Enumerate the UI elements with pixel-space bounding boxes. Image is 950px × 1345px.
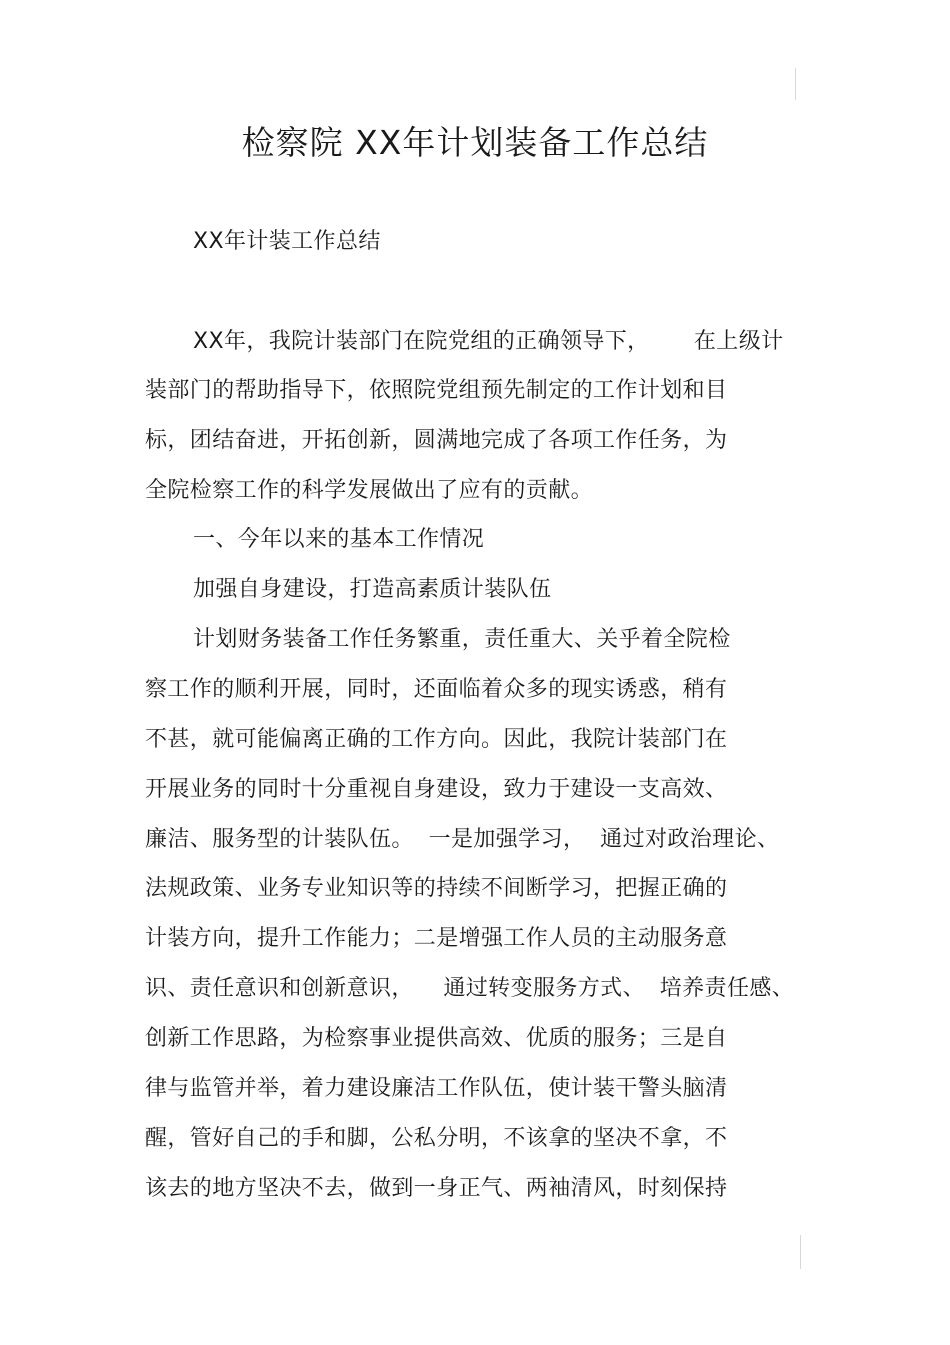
paragraph-line: XX年，我院计装部门在院党组的正确领导下， 在上级计	[193, 329, 784, 354]
paragraph-line: 全院检察工作的科学发展做出了应有的贡献。	[145, 478, 594, 503]
paragraph-line: 不甚，就可能偏离正确的工作方向。因此，我院计装部门在	[145, 727, 728, 752]
document-subtitle: XX年计装工作总结	[193, 229, 381, 254]
paragraph-line: 装部门的帮助指导下，依照院党组预先制定的工作计划和目	[145, 378, 728, 403]
paragraph-line: 创新工作思路，为检察事业提供高效、优质的服务；三是自	[145, 1026, 728, 1051]
paragraph-line: 律与监管并举，着力建设廉洁工作队伍，使计装干警头脑清	[145, 1076, 728, 1101]
paragraph-line: 该去的地方坚决不去，做到一身正气、两袖清风，时刻保持	[145, 1176, 728, 1201]
subsection-heading: 加强自身建设，打造高素质计装队伍	[193, 577, 552, 602]
document-title: 检察院 XX年计划装备工作总结	[241, 123, 709, 162]
paragraph-line: 法规政策、业务专业知识等的持续不间断学习，把握正确的	[145, 876, 728, 901]
section-heading: 一、今年以来的基本工作情况	[193, 527, 485, 552]
page-corner-mark-bottom	[800, 1235, 801, 1269]
paragraph-line: 开展业务的同时十分重视自身建设，致力于建设一支高效、	[145, 777, 728, 802]
paragraph-line: 标，团结奋进，开拓创新，圆满地完成了各项工作任务，为	[145, 428, 728, 453]
paragraph-line: 计划财务装备工作任务繁重，责任重大、关乎着全院检	[193, 627, 731, 652]
paragraph-line: 计装方向，提升工作能力；二是增强工作人员的主动服务意	[145, 926, 728, 951]
paragraph-line: 察工作的顺利开展，同时，还面临着众多的现实诱惑，稍有	[145, 677, 728, 702]
paragraph-line: 廉洁、服务型的计装队伍。 一是加强学习， 通过对政治理论、	[145, 827, 780, 852]
paragraph-line: 醒，管好自己的手和脚，公私分明，不该拿的坚决不拿，不	[145, 1126, 728, 1151]
page-corner-mark-top	[795, 68, 796, 100]
paragraph-line: 识、责任意识和创新意识， 通过转变服务方式、 培养责任感、	[145, 976, 795, 1001]
